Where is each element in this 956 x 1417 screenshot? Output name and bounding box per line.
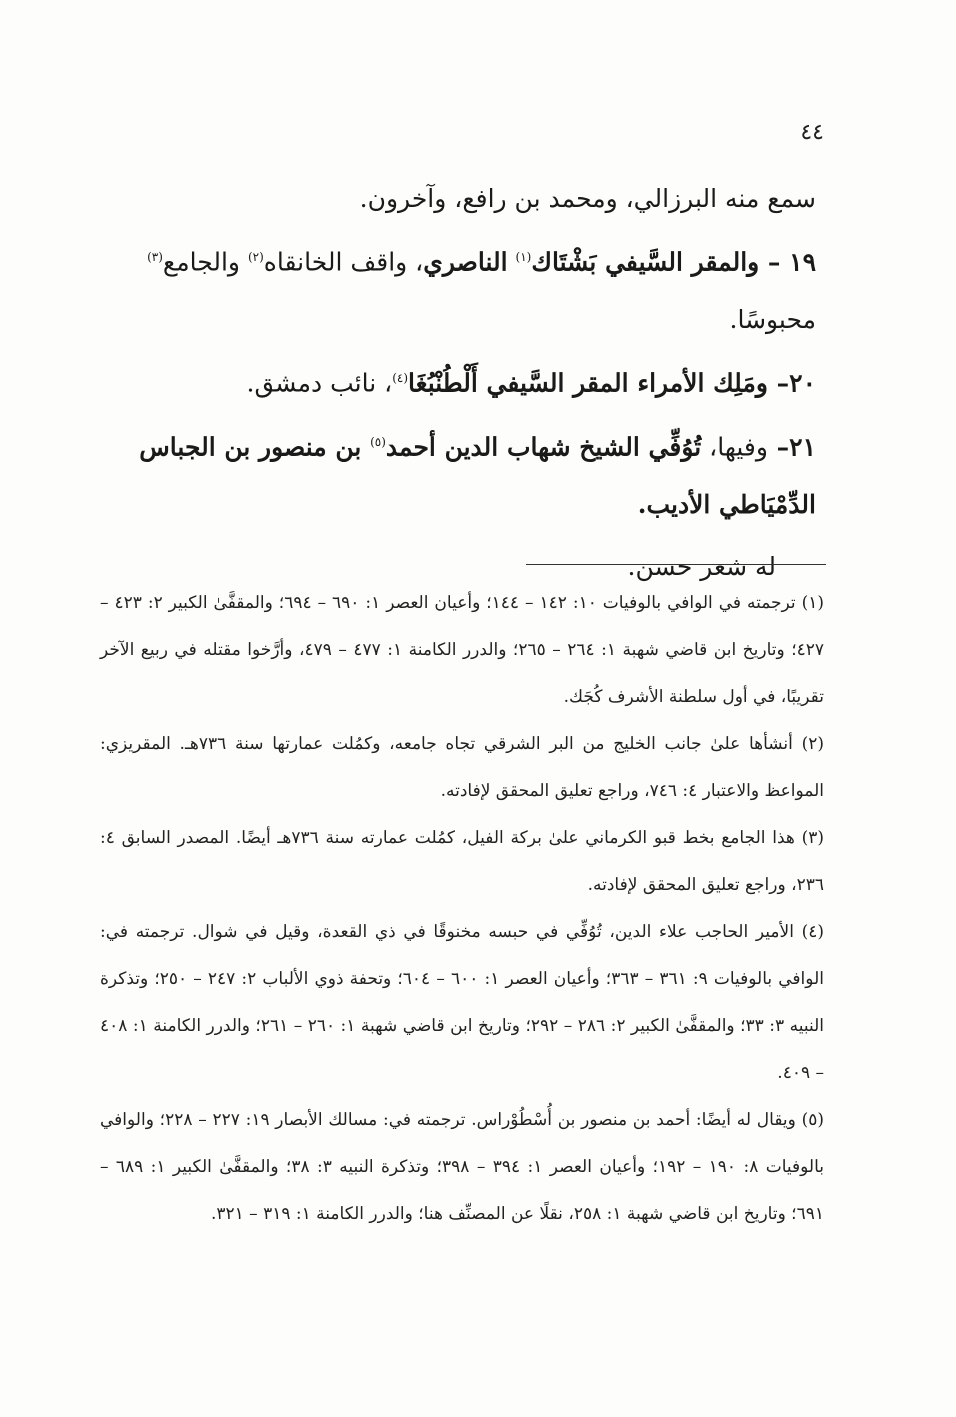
entry-text: ، واقف الخانقاه (263, 247, 424, 277)
entry-20 (100, 349, 816, 412)
main-text (100, 170, 816, 596)
footnotes (100, 580, 824, 1238)
footnote-ref: (٤) (392, 371, 409, 386)
footnote-ref: (٢) (247, 250, 264, 264)
entry-name: ومَلِك الأمراء المقر السَّيفي أَلْطُنْبُغَا (408, 368, 768, 398)
footnote-3: (٣) هذا الجامع بخط قبو الكرماني علىٰ بركة الفيل، كمُلت عمارته سنة ٧٣٦هـ أيضًا. المصدر السابق ٤: ٢٣٦، وراجع تعليق المحقق لإفادته. (100, 828, 825, 895)
entry-text: والجامع (162, 247, 248, 277)
entry-name: والمقر السَّيفي بَشْتَاك (531, 247, 760, 277)
entry-19 (100, 228, 816, 349)
entry-number: ١٩ – (759, 247, 816, 277)
entry-name-2: الناصري (423, 247, 508, 277)
entry-name-3: الدِّمْيَاطي الأديب. (637, 489, 816, 519)
footnote-5: (٥) ويقال له أيضًا: أحمد بن منصور بن أُسْطُوْراس. ترجمته في: مسالك الأبصار ١٩: ٢٢٧ – ٢٢٨؛ والوافي بالوفيات ٨: ١٩٠ – ١٩٢؛ وأعيان العصر ١: ٣٩٤ – ٣٩٨؛ وتذكرة النبيه ٣: ٣٨؛ والمقفَّىٰ الكبير ١: ٦٨٩ – ٦٩١؛ وتاريخ ابن قاضي شهبة ١: ٢٥٨، نقلًا عن المصنِّف هنا؛ والدرر الكامنة ١: ٣١٩ – ٣٢١. (100, 1110, 825, 1224)
footnote-2: (٢) أنشأها علىٰ جانب الخليج من البر الشرقي تجاه جامعه، وكمُلت عمارتها سنة ٧٣٦هـ. المقريزي: المواعظ والاعتبار ٤: ٧٤٦، وراجع تعليق المحقق لإفادته. (100, 734, 824, 801)
footnote-4: (٤) الأمير الحاجب علاء الدين، تُوُفِّي في حبسه مخنوقًا في ذي القعدة، وقيل في شوال. ترجمته في: الوافي بالوفيات ٩: ٣٦١ – ٣٦٣؛ وأعيان العصر ١: ٦٠٠ – ٦٠٤؛ وتحفة ذوي الألباب ٢: ٢٤٧ – ٢٥٠؛ وتذكرة النبيه ٣: ٣٣؛ والمقفَّىٰ الكبير ٢: ٢٨٦ – ٢٩٢؛ وتاريخ ابن قاضي شهبة ١: ٢٦٠ – ٢٦١؛ والدرر الكامنة ١: ٤٠٨ – ٤٠٩. (100, 922, 825, 1083)
entry-text: وفيها، (701, 431, 768, 461)
poem-line: له شعر حسن. (627, 551, 776, 581)
entry-text: محبوسًا. (729, 305, 816, 335)
page-number: ٤٤ (800, 120, 824, 145)
entry-21-continued (100, 476, 816, 534)
footnote-ref: (٣) (147, 250, 163, 264)
text-line: سمع منه البرزالي، ومحمد بن رافع، وآخرون. (359, 184, 816, 213)
entry-name: تُوُفِّي الشيخ شهاب الدين أحمد (385, 431, 702, 461)
footnote-ref: (٥) (370, 434, 386, 449)
footnote-1: (١) ترجمته في الوافي بالوفيات ١٠: ١٤٢ – ١٤٤؛ وأعيان العصر ١: ٦٩٠ – ٦٩٤؛ والمقفَّىٰ الكبير ٢: ٤٢٣ – ٤٢٧؛ وتاريخ ابن قاضي شهبة ١: ٢٦٤ – ٢٦٥؛ والدرر الكامنة ١: ٤٧٧ – ٤٧٩، وأرَّخوا مقتله في ربيع الآخر تقريبًا، في أول سلطنة الأشرف كُجَك. (100, 593, 825, 707)
entry-number: ٢٠– (767, 368, 816, 398)
entry-text: ، نائب دمشق. (246, 368, 393, 398)
entry-number: ٢١– (767, 431, 816, 461)
entry-name-2: بن منصور بن الجباس (139, 431, 371, 461)
footnote-ref: (١) (515, 250, 532, 264)
footnote-divider (526, 564, 826, 565)
entry-21 (100, 413, 816, 476)
